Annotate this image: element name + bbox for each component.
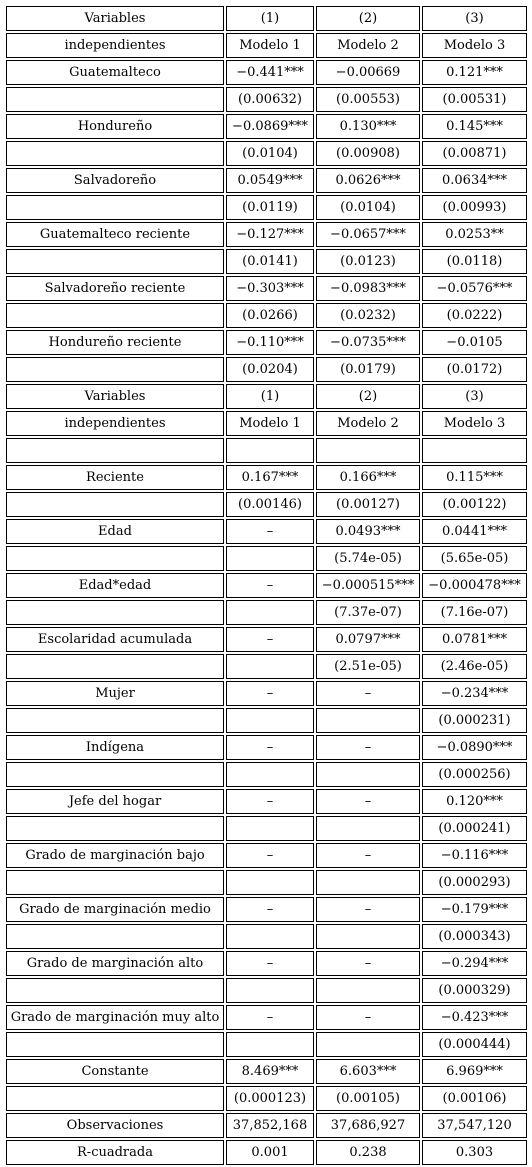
model-3-cell: (0.00122) [422,492,527,517]
variable-label-cell: Hondureño reciente [6,330,224,355]
model-1-cell [226,438,314,463]
model-2-cell: −0.00669 [316,60,420,85]
variable-label-cell [6,357,224,382]
model-3-cell: 0.0441*** [422,519,527,544]
model-1-cell [226,546,314,571]
model-2-cell: 0.0797*** [316,627,420,652]
regression-table-body [6,6,527,1165]
table-row [6,276,527,301]
model-1-cell: −0.110*** [226,330,314,355]
model-3-cell: (3) [422,384,527,409]
model-3-cell: −0.179*** [422,897,527,922]
model-1-cell: Modelo 1 [226,411,314,436]
model-2-cell: 0.0493*** [316,519,420,544]
table-row [6,168,527,193]
variable-label-cell [6,492,224,517]
variable-label-cell [6,870,224,895]
model-2-cell [316,438,420,463]
model-3-cell: 0.145*** [422,114,527,139]
table-row [6,195,527,220]
variable-label-cell [6,546,224,571]
model-3-cell: (0.000231) [422,708,527,733]
table-row [6,330,527,355]
table-row [6,573,527,598]
model-2-cell [316,870,420,895]
table-row [6,1005,527,1030]
table-row [6,60,527,85]
model-2-cell: – [316,789,420,814]
model-3-cell: (0.0172) [422,357,527,382]
model-3-cell: (3) [422,6,527,31]
variable-label-cell [6,249,224,274]
model-2-cell: −0.000515*** [316,573,420,598]
variable-label-cell: Guatemalteco [6,60,224,85]
table-row [6,951,527,976]
model-2-cell: – [316,1005,420,1030]
model-1-cell: – [226,843,314,868]
model-2-cell: – [316,843,420,868]
model-2-cell: (2) [316,6,420,31]
table-row [6,654,527,679]
variable-label-cell [6,654,224,679]
model-2-cell: 0.238 [316,1140,420,1165]
variable-label-cell [6,978,224,1003]
model-3-cell: −0.0105 [422,330,527,355]
model-1-cell: (0.00632) [226,87,314,112]
model-3-cell: Modelo 3 [422,411,527,436]
model-2-cell [316,708,420,733]
variable-label-cell: Reciente [6,465,224,490]
table-row [6,141,527,166]
model-3-cell: −0.0890*** [422,735,527,760]
table-row [6,870,527,895]
model-1-cell: – [226,627,314,652]
variable-label-cell: Grado de marginación alto [6,951,224,976]
model-3-cell: (0.00993) [422,195,527,220]
model-2-cell: (0.0123) [316,249,420,274]
variable-label-cell: Edad [6,519,224,544]
variable-label-cell [6,924,224,949]
variable-label-cell [6,87,224,112]
model-2-cell: −0.0657*** [316,222,420,247]
model-1-cell [226,1032,314,1057]
model-1-cell [226,600,314,625]
variable-label-cell [6,1086,224,1111]
model-3-cell: (2.46e-05) [422,654,527,679]
model-1-cell [226,816,314,841]
variable-label-cell: Observaciones [6,1113,224,1138]
model-1-cell: – [226,789,314,814]
table-row [6,1140,527,1165]
table-row [6,1032,527,1057]
model-3-cell: (0.00531) [422,87,527,112]
variable-label-cell: Grado de marginación medio [6,897,224,922]
model-1-cell: – [226,897,314,922]
model-1-cell: −0.441*** [226,60,314,85]
model-3-cell: Modelo 3 [422,33,527,58]
model-2-cell: 0.130*** [316,114,420,139]
variable-label-cell: Edad*edad [6,573,224,598]
table-row [6,708,527,733]
model-2-cell: – [316,951,420,976]
model-1-cell: (0.00146) [226,492,314,517]
table-row [6,249,527,274]
model-3-cell: 0.0634*** [422,168,527,193]
model-1-cell [226,708,314,733]
model-1-cell: – [226,735,314,760]
variable-label-cell [6,708,224,733]
variable-label-cell: Guatemalteco reciente [6,222,224,247]
model-3-cell [422,438,527,463]
model-3-cell: (0.000343) [422,924,527,949]
model-2-cell: – [316,681,420,706]
table-row [6,33,527,58]
table-row [6,546,527,571]
variable-label-cell: independientes [6,411,224,436]
model-3-cell: (5.65e-05) [422,546,527,571]
model-3-cell: −0.116*** [422,843,527,868]
model-1-cell: −0.303*** [226,276,314,301]
variable-label-cell: independientes [6,33,224,58]
model-1-cell: (0.000123) [226,1086,314,1111]
variable-label-cell: R-cuadrada [6,1140,224,1165]
model-2-cell: 0.166*** [316,465,420,490]
model-3-cell: 6.969*** [422,1059,527,1084]
table-row [6,411,527,436]
model-1-cell: – [226,681,314,706]
model-1-cell: – [226,519,314,544]
table-row [6,816,527,841]
model-1-cell [226,762,314,787]
model-2-cell [316,978,420,1003]
table-row [6,762,527,787]
model-2-cell: (2) [316,384,420,409]
variable-label-cell: Variables [6,384,224,409]
model-1-cell [226,654,314,679]
table-row [6,519,527,544]
table-row [6,789,527,814]
variable-label-cell [6,1032,224,1057]
model-3-cell: −0.294*** [422,951,527,976]
table-row [6,843,527,868]
model-2-cell: (7.37e-07) [316,600,420,625]
table-row [6,627,527,652]
model-2-cell: (0.0179) [316,357,420,382]
model-2-cell: Modelo 2 [316,33,420,58]
model-3-cell: −0.0576*** [422,276,527,301]
variable-label-cell [6,195,224,220]
model-1-cell: (0.0141) [226,249,314,274]
model-1-cell: (0.0119) [226,195,314,220]
model-3-cell: 0.121*** [422,60,527,85]
table-row [6,222,527,247]
table-row [6,114,527,139]
model-3-cell: (0.00871) [422,141,527,166]
model-3-cell: (0.00106) [422,1086,527,1111]
model-1-cell: – [226,951,314,976]
variable-label-cell: Grado de marginación bajo [6,843,224,868]
table-row [6,1059,527,1084]
model-1-cell: (0.0204) [226,357,314,382]
model-1-cell: (0.0266) [226,303,314,328]
model-2-cell: Modelo 2 [316,411,420,436]
variable-label-cell: Salvadoreño reciente [6,276,224,301]
model-3-cell: (0.000241) [422,816,527,841]
model-3-cell: −0.423*** [422,1005,527,1030]
model-1-cell [226,870,314,895]
model-2-cell [316,924,420,949]
model-3-cell: 0.0781*** [422,627,527,652]
model-2-cell: (0.00127) [316,492,420,517]
variable-label-cell: Grado de marginación muy alto [6,1005,224,1030]
model-3-cell: (0.0222) [422,303,527,328]
table-row [6,438,527,463]
model-3-cell: 0.120*** [422,789,527,814]
table-row [6,303,527,328]
model-2-cell: (0.0104) [316,195,420,220]
model-1-cell [226,924,314,949]
variable-label-cell: Mujer [6,681,224,706]
model-3-cell: 37,547,120 [422,1113,527,1138]
model-1-cell: (1) [226,6,314,31]
model-3-cell: −0.000478*** [422,573,527,598]
table-row [6,357,527,382]
model-2-cell: (5.74e-05) [316,546,420,571]
variable-label-cell: Constante [6,1059,224,1084]
variable-label-cell [6,303,224,328]
table-row [6,681,527,706]
table-row [6,978,527,1003]
model-3-cell: 0.0253** [422,222,527,247]
model-3-cell: −0.234*** [422,681,527,706]
table-row [6,384,527,409]
model-2-cell: (0.00553) [316,87,420,112]
table-row [6,735,527,760]
model-3-cell: 0.115*** [422,465,527,490]
model-3-cell: (0.000329) [422,978,527,1003]
model-1-cell: −0.127*** [226,222,314,247]
model-2-cell [316,816,420,841]
variable-label-cell: Variables [6,6,224,31]
variable-label-cell [6,762,224,787]
table-row [6,6,527,31]
model-3-cell: (0.000256) [422,762,527,787]
model-3-cell: (0.0118) [422,249,527,274]
model-2-cell: (0.00908) [316,141,420,166]
model-1-cell: 37,852,168 [226,1113,314,1138]
variable-label-cell: Salvadoreño [6,168,224,193]
variable-label-cell [6,816,224,841]
model-1-cell: −0.0869*** [226,114,314,139]
variable-label-cell [6,438,224,463]
regression-table [4,4,529,1167]
variable-label-cell [6,600,224,625]
model-2-cell: −0.0983*** [316,276,420,301]
variable-label-cell: Indígena [6,735,224,760]
table-row [6,492,527,517]
model-2-cell: – [316,735,420,760]
model-1-cell: 8.469*** [226,1059,314,1084]
model-2-cell: 6.603*** [316,1059,420,1084]
table-row [6,87,527,112]
model-2-cell [316,1032,420,1057]
model-2-cell: −0.0735*** [316,330,420,355]
model-3-cell: (0.000444) [422,1032,527,1057]
variable-label-cell: Hondureño [6,114,224,139]
model-2-cell: – [316,897,420,922]
model-3-cell: (0.000293) [422,870,527,895]
model-2-cell: 0.0626*** [316,168,420,193]
model-1-cell: (1) [226,384,314,409]
model-2-cell [316,762,420,787]
model-2-cell: (2.51e-05) [316,654,420,679]
model-2-cell: (0.0232) [316,303,420,328]
model-2-cell: (0.00105) [316,1086,420,1111]
table-row [6,600,527,625]
model-1-cell: – [226,573,314,598]
model-1-cell: 0.167*** [226,465,314,490]
table-row [6,1113,527,1138]
model-1-cell [226,978,314,1003]
model-3-cell: (7.16e-07) [422,600,527,625]
model-3-cell: 0.303 [422,1140,527,1165]
model-1-cell: – [226,1005,314,1030]
model-1-cell: 0.001 [226,1140,314,1165]
model-2-cell: 37,686,927 [316,1113,420,1138]
model-1-cell: Modelo 1 [226,33,314,58]
model-1-cell: (0.0104) [226,141,314,166]
table-row [6,1086,527,1111]
variable-label-cell [6,141,224,166]
variable-label-cell: Escolaridad acumulada [6,627,224,652]
variable-label-cell: Jefe del hogar [6,789,224,814]
table-row [6,465,527,490]
table-row [6,897,527,922]
table-row [6,924,527,949]
model-1-cell: 0.0549*** [226,168,314,193]
